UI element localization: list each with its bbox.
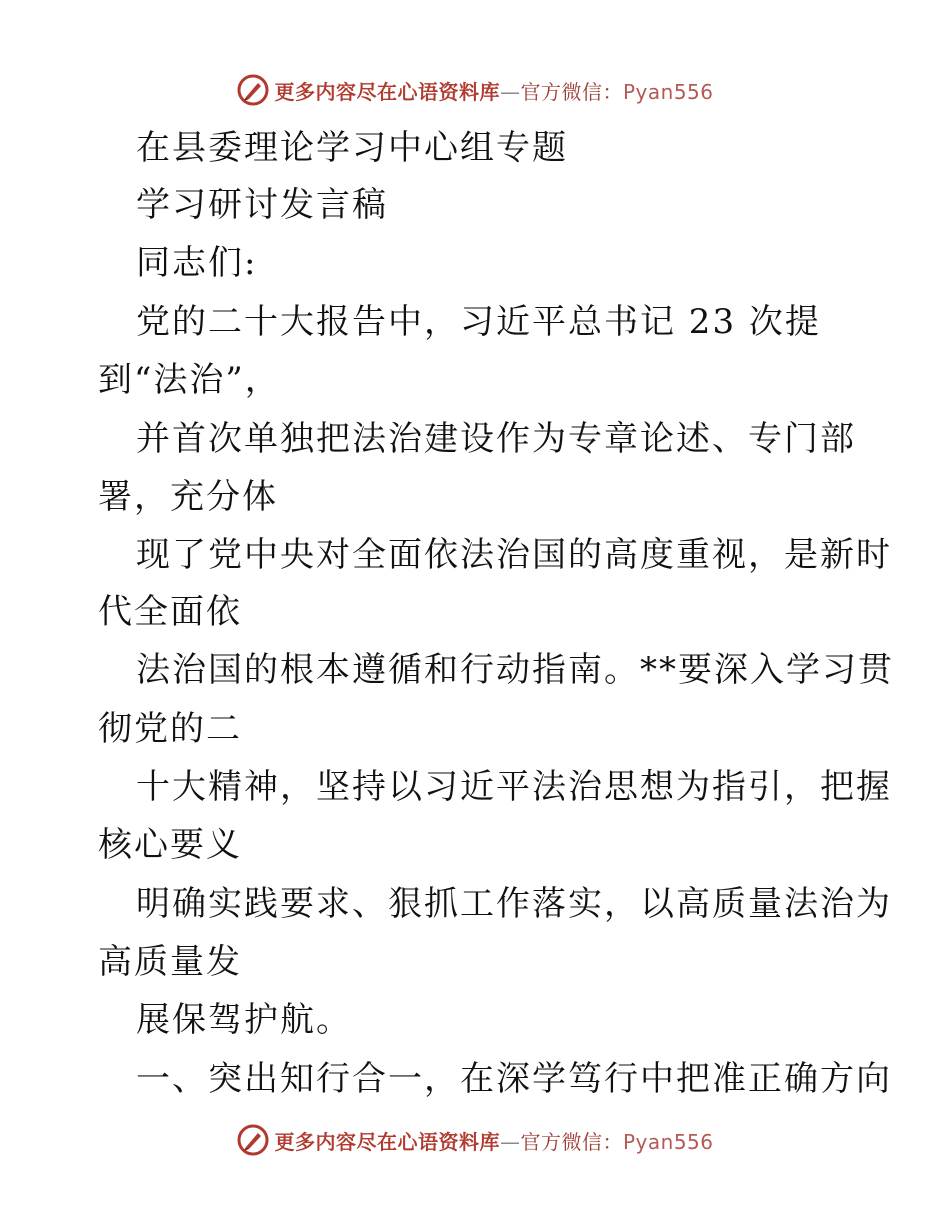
doc-paragraph-line: 现了党中央对全面依法治国的高度重视，是新时 bbox=[136, 535, 892, 575]
doc-paragraph-line: 法治国的根本遵循和行动指南。**要深入学习贯 bbox=[136, 650, 894, 690]
doc-paragraph-line: 十大精神，坚持以习近平法治思想为指引，把握 bbox=[136, 767, 892, 807]
doc-paragraph-line: 并首次单独把法治建设作为专章论述、专门部 bbox=[136, 419, 856, 459]
doc-salutation: 同志们: bbox=[136, 243, 258, 283]
watermark-wechat-id: Pyan556 bbox=[622, 1129, 714, 1154]
watermark-wechat-label: 官方微信： bbox=[520, 1129, 623, 1154]
doc-paragraph-line: 署，充分体 bbox=[98, 477, 278, 517]
watermark-main-text: 更多内容尽在心语资料库 bbox=[274, 1129, 500, 1154]
watermark-wechat-id: Pyan556 bbox=[622, 79, 714, 104]
doc-paragraph-line: 展保驾护航。 bbox=[136, 1000, 352, 1040]
pen-logo-icon bbox=[236, 73, 270, 107]
doc-paragraph-line: 党的二十大报告中，习近平总书记 23 次提 bbox=[136, 302, 821, 342]
watermark-dash: — bbox=[499, 79, 521, 104]
doc-section-heading: 一、突出知行合一，在深学笃行中把准正确方向 bbox=[136, 1059, 892, 1099]
watermark-dash: — bbox=[499, 1129, 521, 1154]
doc-paragraph-line: 高质量发 bbox=[98, 942, 242, 982]
header-watermark bbox=[0, 70, 950, 110]
watermark-wechat-label: 官方微信： bbox=[520, 79, 623, 104]
doc-paragraph-line: 核心要义 bbox=[98, 825, 242, 865]
doc-paragraph-line: 代全面依 bbox=[98, 592, 242, 632]
doc-paragraph-line: 明确实践要求、狠抓工作落实，以高质量法治为 bbox=[136, 884, 892, 924]
pen-logo-icon bbox=[236, 1123, 270, 1157]
watermark-main-text: 更多内容尽在心语资料库 bbox=[274, 79, 500, 104]
doc-paragraph-line: 到“法治”， bbox=[98, 360, 281, 400]
doc-title-line-1: 在县委理论学习中心组专题 bbox=[136, 128, 568, 168]
doc-paragraph-line: 彻党的二 bbox=[98, 709, 242, 749]
doc-title-line-2: 学习研讨发言稿 bbox=[136, 185, 388, 225]
footer-watermark bbox=[0, 1120, 950, 1160]
